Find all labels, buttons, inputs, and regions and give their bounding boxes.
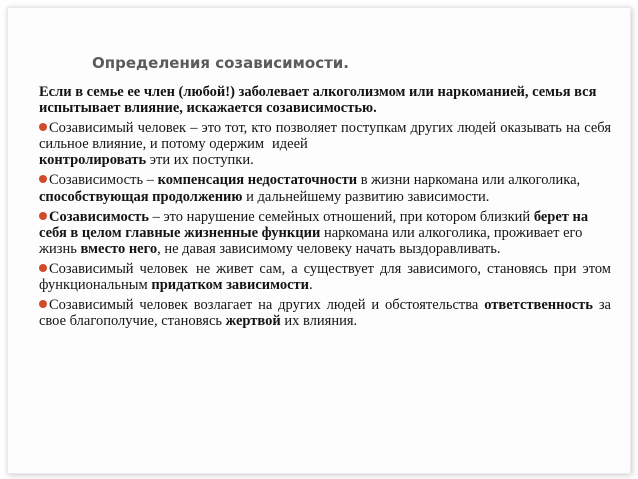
- text-segment: в жизни наркомана или алкоголика,: [357, 172, 581, 189]
- paragraph-3: [39, 209, 611, 257]
- text-segment: за свое благополучие, становясь: [39, 297, 611, 330]
- text-segment: .: [309, 277, 313, 294]
- paragraph-5: [39, 297, 611, 329]
- intro-text: Если в семье ее член (любой!) заболевает алкоголизмом или наркоманией, семья вся испытывает влияние, искажается созависимостью.: [39, 84, 597, 117]
- bold-term: придатком зависимости: [151, 277, 309, 294]
- text-segment: Созависимый человек – это тот, кто позволяет поступкам других людей оказывать на себя сильное влияние, и потому одержим: [39, 120, 611, 153]
- text-segment: и дальнейшему развитию зависимости.: [242, 188, 490, 205]
- bold-term: жертвой: [225, 313, 281, 330]
- text-segment: их влияния.: [280, 313, 358, 330]
- bold-term: контролировать: [39, 152, 147, 169]
- bold-term: ответственность: [484, 297, 593, 314]
- text-segment: , не давая зависимому человеку начать выздоравливать.: [157, 240, 501, 257]
- bullet-icon: [39, 123, 47, 131]
- bullet-icon: [39, 175, 47, 183]
- text-segment: Созависимость –: [49, 172, 158, 189]
- text-segment: Созависимый человек: [49, 260, 188, 277]
- bold-term: берет на себя в целом главные жизненные функции: [39, 208, 589, 241]
- paragraph-1: [39, 120, 611, 168]
- paragraph-4: [39, 261, 611, 293]
- paragraph-2: [39, 172, 611, 204]
- text-segment: наркомана или алкоголика, проживает его жизнь: [39, 224, 583, 257]
- slide-content: [39, 84, 611, 333]
- bullet-icon: [39, 300, 47, 308]
- bullet-icon: [39, 264, 47, 272]
- bold-term: компенсация недостаточности: [157, 172, 358, 189]
- text-segment: – это нарушение семейных отношений, при котором близкий: [148, 208, 534, 225]
- text-segment: не живет сам, а существует для зависимого, становясь при этом функциональным: [39, 260, 611, 294]
- slide-title: Определения созависимости.: [92, 54, 349, 72]
- bold-term: вместо него: [80, 240, 158, 257]
- text-segment: идеей: [272, 136, 308, 153]
- bullet-icon: [39, 212, 47, 220]
- bold-term: Созависимость: [49, 208, 149, 225]
- text-segment: эти их поступки.: [146, 152, 254, 169]
- text-segment: Созависимый человек возлагает на других людей и обстоятельства: [49, 297, 485, 314]
- slide: [7, 7, 631, 474]
- bold-term: способствующая продолжению: [39, 188, 243, 205]
